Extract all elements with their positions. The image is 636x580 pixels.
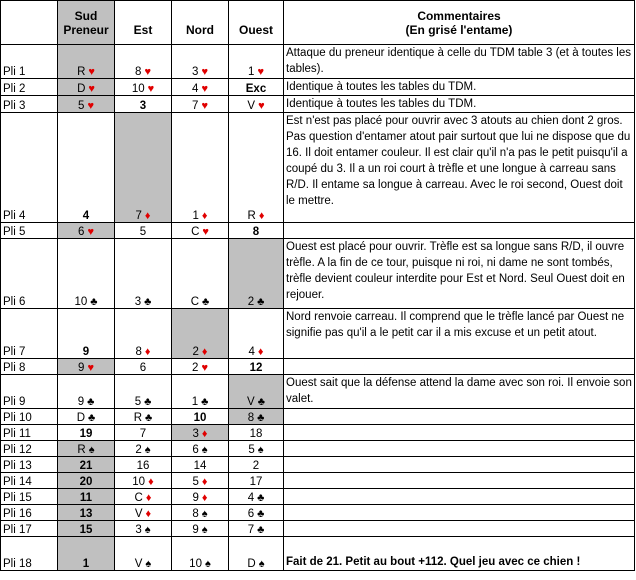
trick-comment bbox=[284, 521, 635, 537]
trick-row bbox=[1, 309, 635, 359]
trick-comment bbox=[284, 359, 635, 375]
trick-comment: Fait de 21. Petit au bout +112. Quel jeu avec ce chien ! bbox=[284, 537, 635, 571]
ouest-card bbox=[229, 457, 284, 473]
ouest-header-label: Ouest bbox=[238, 22, 273, 37]
trick-row bbox=[1, 457, 635, 473]
card-rank: 4 bbox=[247, 492, 255, 504]
trick-label: Pli 6 bbox=[1, 239, 58, 309]
spade-icon: ♠ bbox=[204, 558, 211, 570]
card-rank: 5 bbox=[78, 100, 85, 112]
trick-comment bbox=[284, 409, 635, 425]
sud-card bbox=[58, 473, 115, 489]
est-card bbox=[115, 223, 172, 239]
comments-header-line2: (En grisé l'entame) bbox=[405, 22, 513, 37]
tricks-body bbox=[1, 45, 635, 571]
sud-card bbox=[58, 375, 115, 409]
trick-label: Pli 4 bbox=[1, 113, 58, 223]
nord-card bbox=[172, 441, 229, 457]
trick-row bbox=[1, 239, 635, 309]
trick-label: Pli 9 bbox=[1, 375, 58, 409]
card-rank: 9 bbox=[82, 346, 90, 358]
ouest-card bbox=[229, 223, 284, 239]
trick-row bbox=[1, 425, 635, 441]
card-rank: 9 bbox=[192, 492, 199, 504]
card-rank: 4 bbox=[82, 210, 90, 222]
est-card bbox=[115, 79, 172, 96]
card-rank: 6 bbox=[247, 508, 255, 520]
card-rank: 1 bbox=[192, 210, 199, 222]
card-rank: 19 bbox=[79, 428, 93, 440]
heart-icon: ♥ bbox=[201, 100, 208, 112]
card-rank: 5 bbox=[248, 444, 255, 456]
ouest-card bbox=[229, 537, 284, 571]
sud-card bbox=[58, 359, 115, 375]
diamond-icon: ♦ bbox=[144, 210, 151, 222]
card-rank: 3 bbox=[192, 66, 199, 78]
card-rank: 3 bbox=[192, 428, 199, 440]
nord-card bbox=[172, 359, 229, 375]
ouest-card bbox=[229, 113, 284, 223]
trick-comment bbox=[284, 473, 635, 489]
trick-comment: Identique à toutes les tables du TDM. bbox=[284, 79, 635, 96]
trick-row bbox=[1, 79, 635, 96]
nord-card bbox=[172, 473, 229, 489]
diamond-icon: ♦ bbox=[148, 476, 154, 488]
label-header bbox=[1, 1, 58, 45]
trick-label: Pli 11 bbox=[1, 425, 58, 441]
card-rank: 4 bbox=[192, 83, 199, 95]
card-rank: 11 bbox=[79, 492, 93, 504]
heart-icon: ♥ bbox=[257, 66, 264, 78]
trick-row bbox=[1, 473, 635, 489]
card-rank: 2 bbox=[192, 362, 199, 374]
ouest-card bbox=[229, 309, 284, 359]
card-rank: 8 bbox=[247, 412, 255, 424]
card-rank: 8 bbox=[135, 66, 142, 78]
diamond-icon: ♦ bbox=[201, 346, 208, 358]
club-icon: ♣ bbox=[202, 296, 210, 308]
ouest-card bbox=[229, 505, 284, 521]
sud-card bbox=[58, 113, 115, 223]
nord-card bbox=[172, 425, 229, 441]
card-rank: 10 bbox=[131, 83, 145, 95]
card-rank: 10 bbox=[193, 412, 207, 424]
nord-card bbox=[172, 239, 229, 309]
card-rank: 10 bbox=[74, 296, 88, 308]
card-rank: 2 bbox=[135, 444, 142, 456]
ouest-card bbox=[229, 521, 284, 537]
trick-label: Pli 3 bbox=[1, 96, 58, 113]
trick-row bbox=[1, 505, 635, 521]
trick-row bbox=[1, 441, 635, 457]
card-rank: 7 bbox=[135, 210, 142, 222]
card-rank: D bbox=[247, 558, 256, 570]
comments-header bbox=[284, 1, 635, 45]
card-rank: 8 bbox=[135, 346, 142, 358]
trick-comment bbox=[284, 505, 635, 521]
card-rank: R bbox=[77, 66, 86, 78]
nord-card bbox=[172, 309, 229, 359]
spade-icon: ♠ bbox=[257, 444, 264, 456]
est-card bbox=[115, 457, 172, 473]
ouest-card bbox=[229, 45, 284, 79]
ouest-card bbox=[229, 425, 284, 441]
spade-icon: ♠ bbox=[201, 508, 208, 520]
card-rank: 3 bbox=[134, 296, 142, 308]
sud-card bbox=[58, 505, 115, 521]
trick-comment: Ouest sait que la défense attend la dame avec son roi. Il envoie son valet. bbox=[284, 375, 635, 409]
card-rank: C bbox=[191, 226, 200, 238]
est-card bbox=[115, 505, 172, 521]
spade-icon: ♠ bbox=[144, 524, 151, 536]
trick-label: Pli 1 bbox=[1, 45, 58, 79]
est-card bbox=[115, 473, 172, 489]
trick-row bbox=[1, 375, 635, 409]
sud-card bbox=[58, 96, 115, 113]
sud-card bbox=[58, 537, 115, 571]
diamond-icon: ♦ bbox=[201, 492, 208, 504]
trick-label: Pli 12 bbox=[1, 441, 58, 457]
nord-card bbox=[172, 457, 229, 473]
nord-card bbox=[172, 409, 229, 425]
card-rank: 2 bbox=[252, 460, 260, 472]
club-icon: ♣ bbox=[88, 412, 96, 424]
heart-icon: ♥ bbox=[258, 100, 265, 112]
card-rank: 15 bbox=[79, 524, 93, 536]
card-rank: 1 bbox=[82, 558, 90, 570]
spade-icon: ♠ bbox=[144, 444, 151, 456]
trick-label: Pli 7 bbox=[1, 309, 58, 359]
card-rank: R bbox=[133, 412, 143, 424]
card-rank: 5 bbox=[139, 226, 147, 238]
trick-comment: Est n'est pas placé pour ouvrir avec 3 atouts au chien dont 2 gros. Pas question d'entamer atout pair surtout que lui ne dispose que du 16. Il doit entamer couleur. Il est clair qu'il n'a pas le petit puisqu'il a coupé du 3. Il a un roi court à trèfle et une longue à carreau sans R/D. Il entame sa longue à carreau. Avec le roi second, Ouest doit le mettre. bbox=[284, 113, 635, 223]
trick-label: Pli 14 bbox=[1, 473, 58, 489]
card-rank: 7 bbox=[247, 524, 255, 536]
spade-icon: ♠ bbox=[88, 444, 95, 456]
trick-label: Pli 13 bbox=[1, 457, 58, 473]
card-rank: 6 bbox=[192, 444, 199, 456]
card-rank: R bbox=[247, 210, 256, 222]
est-card bbox=[115, 96, 172, 113]
card-rank: 10 bbox=[189, 558, 202, 570]
card-rank: 18 bbox=[249, 428, 263, 440]
trick-label: Pli 16 bbox=[1, 505, 58, 521]
card-rank: V bbox=[134, 558, 143, 570]
card-rank: 7 bbox=[192, 100, 199, 112]
club-icon: ♣ bbox=[257, 396, 265, 408]
ouest-card bbox=[229, 409, 284, 425]
heart-icon: ♥ bbox=[87, 100, 94, 112]
card-rank: 20 bbox=[79, 476, 93, 488]
nord-card bbox=[172, 45, 229, 79]
sud-header-line2: Preneur bbox=[63, 22, 109, 37]
est-header-label: Est bbox=[133, 22, 153, 37]
trick-comment bbox=[284, 223, 635, 239]
card-rank: 3 bbox=[139, 100, 147, 112]
est-card bbox=[115, 489, 172, 505]
sud-header bbox=[58, 1, 115, 45]
card-rank: 1 bbox=[248, 66, 255, 78]
trick-row bbox=[1, 223, 635, 239]
card-rank: 5 bbox=[192, 476, 199, 488]
card-rank: 12 bbox=[249, 362, 263, 374]
est-card bbox=[115, 409, 172, 425]
card-rank: 14 bbox=[193, 460, 207, 472]
est-card bbox=[115, 239, 172, 309]
sud-card bbox=[58, 425, 115, 441]
card-rank: 9 bbox=[78, 362, 85, 374]
card-rank: 17 bbox=[249, 476, 263, 488]
sud-card bbox=[58, 223, 115, 239]
card-rank: 9 bbox=[77, 396, 85, 408]
ouest-card bbox=[229, 359, 284, 375]
nord-card bbox=[172, 505, 229, 521]
est-card bbox=[115, 441, 172, 457]
diamond-icon: ♦ bbox=[201, 476, 208, 488]
card-rank: 5 bbox=[134, 396, 142, 408]
sud-card bbox=[58, 409, 115, 425]
trick-row bbox=[1, 96, 635, 113]
club-icon: ♣ bbox=[144, 296, 152, 308]
card-rank: 13 bbox=[79, 508, 93, 520]
nord-card bbox=[172, 489, 229, 505]
heart-icon: ♥ bbox=[201, 83, 208, 95]
card-rank: Exc bbox=[245, 83, 267, 95]
spade-icon: ♠ bbox=[145, 558, 152, 570]
club-icon: ♣ bbox=[90, 296, 98, 308]
nord-card bbox=[172, 375, 229, 409]
club-icon: ♣ bbox=[257, 492, 265, 504]
heart-icon: ♥ bbox=[88, 66, 95, 78]
card-rank: C bbox=[134, 492, 143, 504]
nord-card bbox=[172, 223, 229, 239]
trick-row bbox=[1, 359, 635, 375]
heart-icon: ♥ bbox=[201, 362, 208, 374]
ouest-card bbox=[229, 375, 284, 409]
ouest-card bbox=[229, 441, 284, 457]
diamond-icon: ♦ bbox=[201, 428, 208, 440]
card-rank: 4 bbox=[248, 346, 255, 358]
trick-comment bbox=[284, 425, 635, 441]
diamond-icon: ♦ bbox=[201, 210, 208, 222]
card-rank: 2 bbox=[192, 346, 199, 358]
ouest-card bbox=[229, 239, 284, 309]
trick-comment: Ouest est placé pour ouvrir. Trèfle est sa longue sans R/D, il ouvre trèfle. A la fin de ce tour, puisque ni roi, ni dame ne sont tombés, trèfle devient couleur interdite pour Est et Nord. Seul Ouest doit en rejouer. bbox=[284, 239, 635, 309]
club-icon: ♣ bbox=[201, 396, 209, 408]
trick-row bbox=[1, 409, 635, 425]
trick-row bbox=[1, 537, 635, 571]
diamond-icon: ♦ bbox=[144, 346, 151, 358]
ouest-card bbox=[229, 79, 284, 96]
sud-card bbox=[58, 489, 115, 505]
nord-card bbox=[172, 113, 229, 223]
diamond-icon: ♦ bbox=[257, 346, 264, 358]
trick-label: Pli 10 bbox=[1, 409, 58, 425]
comments-header-line1: Commentaires bbox=[417, 8, 501, 23]
trick-comment bbox=[284, 441, 635, 457]
est-card bbox=[115, 375, 172, 409]
heart-icon: ♥ bbox=[88, 83, 95, 95]
est-card bbox=[115, 521, 172, 537]
est-card bbox=[115, 425, 172, 441]
card-rank: C bbox=[190, 296, 200, 308]
card-rank: 21 bbox=[79, 460, 93, 472]
trick-label: Pli 8 bbox=[1, 359, 58, 375]
est-card bbox=[115, 537, 172, 571]
trick-label: Pli 17 bbox=[1, 521, 58, 537]
club-icon: ♣ bbox=[257, 296, 265, 308]
est-card bbox=[115, 45, 172, 79]
diamond-icon: ♦ bbox=[145, 492, 152, 504]
spade-icon: ♠ bbox=[258, 558, 265, 570]
trick-label: Pli 5 bbox=[1, 223, 58, 239]
trick-comment bbox=[284, 457, 635, 473]
est-card bbox=[115, 309, 172, 359]
heart-icon: ♥ bbox=[201, 66, 208, 78]
card-rank: 10 bbox=[132, 476, 146, 488]
nord-card bbox=[172, 79, 229, 96]
trick-row bbox=[1, 521, 635, 537]
est-header bbox=[115, 1, 172, 45]
spade-icon: ♠ bbox=[201, 444, 208, 456]
card-rank: 16 bbox=[136, 460, 150, 472]
nord-header-label: Nord bbox=[186, 22, 214, 37]
card-rank: 8 bbox=[252, 226, 260, 238]
club-icon: ♣ bbox=[87, 396, 95, 408]
sud-card bbox=[58, 45, 115, 79]
header-row bbox=[1, 1, 635, 45]
sud-card bbox=[58, 457, 115, 473]
card-rank: D bbox=[76, 412, 86, 424]
heart-icon: ♥ bbox=[147, 83, 155, 95]
diamond-icon: ♦ bbox=[258, 210, 265, 222]
est-card bbox=[115, 359, 172, 375]
card-rank: 6 bbox=[139, 362, 147, 374]
sud-card bbox=[58, 309, 115, 359]
nord-card bbox=[172, 96, 229, 113]
club-icon: ♣ bbox=[257, 524, 265, 536]
spade-icon: ♠ bbox=[201, 524, 208, 536]
nord-card bbox=[172, 521, 229, 537]
trick-row bbox=[1, 45, 635, 79]
card-rank: 2 bbox=[247, 296, 255, 308]
trick-row bbox=[1, 113, 635, 223]
trick-comment bbox=[284, 489, 635, 505]
sud-card bbox=[58, 239, 115, 309]
club-icon: ♣ bbox=[257, 412, 265, 424]
card-rank: 3 bbox=[135, 524, 142, 536]
ouest-card bbox=[229, 473, 284, 489]
ouest-card bbox=[229, 96, 284, 113]
card-rank: 9 bbox=[192, 524, 199, 536]
club-icon: ♣ bbox=[257, 508, 265, 520]
trick-comment: Attaque du preneur identique à celle du TDM table 3 (et à toutes les tables). bbox=[284, 45, 635, 79]
card-rank: 7 bbox=[139, 428, 147, 440]
nord-card bbox=[172, 537, 229, 571]
diamond-icon: ♦ bbox=[145, 508, 152, 520]
club-icon: ♣ bbox=[145, 412, 153, 424]
ouest-card bbox=[229, 489, 284, 505]
card-rank: 6 bbox=[78, 226, 85, 238]
card-rank: 8 bbox=[192, 508, 199, 520]
club-icon: ♣ bbox=[144, 396, 152, 408]
sud-card bbox=[58, 441, 115, 457]
card-rank: V bbox=[134, 508, 143, 520]
sud-card bbox=[58, 79, 115, 96]
card-rank: 1 bbox=[191, 396, 199, 408]
card-rank: V bbox=[247, 100, 256, 112]
trick-comment: Nord renvoie carreau. Il comprend que le trèfle lancé par Ouest ne signifie pas qu'il a le petit car il a mis excuse et un petit atout. bbox=[284, 309, 635, 359]
trick-row bbox=[1, 489, 635, 505]
heart-icon: ♥ bbox=[202, 226, 209, 238]
est-card bbox=[115, 113, 172, 223]
card-rank: D bbox=[77, 83, 86, 95]
card-rank: R bbox=[77, 444, 86, 456]
trick-label: Pli 15 bbox=[1, 489, 58, 505]
trick-label: Pli 2 bbox=[1, 79, 58, 96]
ouest-header bbox=[229, 1, 284, 45]
sud-header-line1: Sud bbox=[74, 8, 98, 23]
heart-icon: ♥ bbox=[87, 226, 94, 238]
heart-icon: ♥ bbox=[144, 66, 151, 78]
sud-card bbox=[58, 521, 115, 537]
nord-header bbox=[172, 1, 229, 45]
trick-label: Pli 18 bbox=[1, 537, 58, 571]
heart-icon: ♥ bbox=[87, 362, 94, 374]
trick-comment: Identique à toutes les tables du TDM. bbox=[284, 96, 635, 113]
card-rank: V bbox=[247, 396, 255, 408]
